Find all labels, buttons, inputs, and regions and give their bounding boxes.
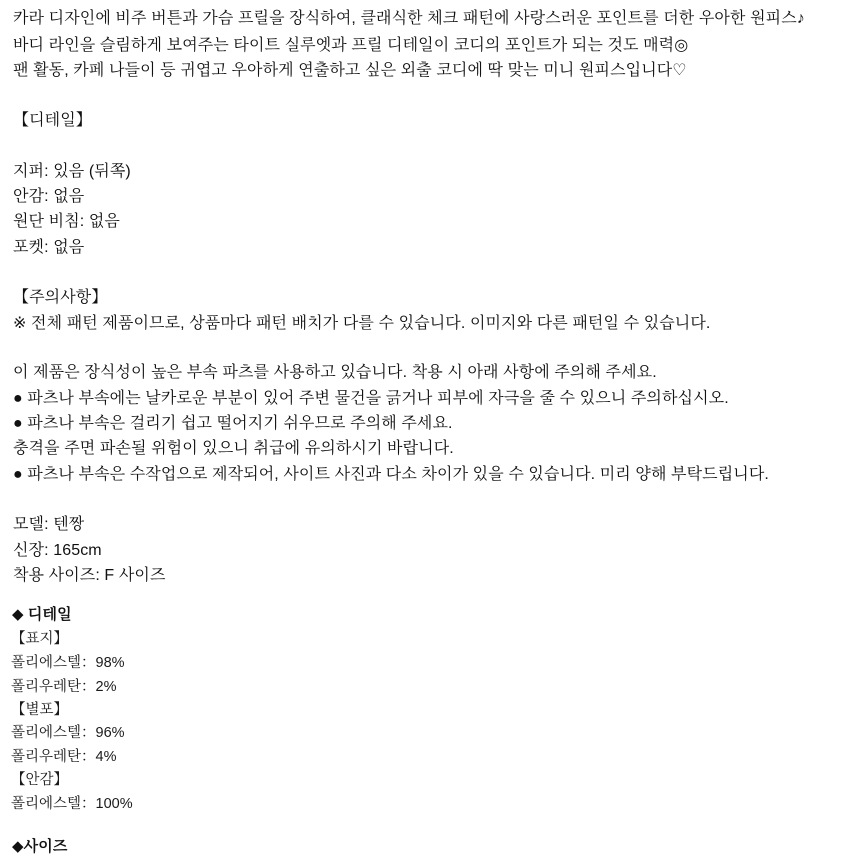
- detail-see-through: 원단 비침: 없음: [13, 213, 120, 230]
- caution-bullet-1: ● 파츠나 부속에는 날카로운 부분이 있어 주변 물건을 긁거나 피부에 자극을 줄 수 있으니 주의하십시오.: [13, 390, 729, 407]
- caution-parts-intro: 이 제품은 장식성이 높은 부속 파츠를 사용하고 있습니다. 착용 시 아래 사항에 주의해 주세요.: [13, 364, 657, 381]
- intro-line-2: 바디 라인을 슬림하게 보여주는 타이트 실루엣과 프릴 디테일이 코디의 포인트가 되는 것도 매력◎: [13, 37, 689, 54]
- detail-heading: 【디테일】: [13, 112, 92, 129]
- detail-lining: 안감: 없음: [13, 188, 85, 205]
- material-outer-1: 폴리에스텔：98%: [11, 655, 125, 671]
- material-trim-label: 【별포】: [11, 702, 69, 718]
- intro-line-1: 카라 디자인에 비주 버튼과 가슴 프릴을 장식하여, 클래식한 체크 패턴에 사랑스러운 포인트를 더한 우아한 원피스♪: [13, 10, 805, 27]
- material-lining-1: 폴리에스텔：100%: [11, 796, 133, 812]
- material-lining-label: 【안감】: [11, 772, 69, 788]
- caution-heading: 【주의사항】: [13, 289, 108, 306]
- caution-bullet-3: ● 파츠나 부속은 수작업으로 제작되어, 사이트 사진과 다소 차이가 있을 수 있습니다. 미리 양해 부탁드립니다.: [13, 466, 769, 483]
- material-trim-2: 폴리우레탄：4%: [11, 749, 117, 765]
- material-outer-label: 【표지】: [11, 631, 69, 647]
- detail-zipper: 지퍼: 있음 (뒤쪽): [13, 163, 131, 180]
- material-outer-2: 폴리우레탄：2%: [11, 679, 117, 695]
- material-heading: ◆ 디테일: [12, 606, 72, 623]
- model-height: 신장: 165cm: [13, 542, 102, 559]
- caution-note: ※ 전체 패턴 제품이므로, 상품마다 패턴 배치가 다를 수 있습니다. 이미지와 다른 패턴일 수 있습니다.: [13, 315, 711, 332]
- detail-pocket: 포켓: 없음: [13, 239, 85, 256]
- model-name: 모델: 텐짱: [13, 516, 85, 533]
- intro-line-3: 팬 활동, 카페 나들이 등 귀엽고 우아하게 연출하고 싶은 외출 코디에 딱 맞는 미니 원피스입니다♡: [13, 62, 687, 79]
- size-heading: ◆사이즈: [12, 838, 68, 855]
- caution-bullet-2: ● 파츠나 부속은 걸리기 쉽고 떨어지기 쉬우므로 주의해 주세요.: [13, 415, 453, 432]
- material-trim-1: 폴리에스텔：96%: [11, 725, 125, 741]
- caution-bullet-2-continued: 충격을 주면 파손될 위험이 있으니 취급에 유의하시기 바랍니다.: [13, 440, 454, 457]
- model-size: 착용 사이즈: F 사이즈: [13, 567, 166, 584]
